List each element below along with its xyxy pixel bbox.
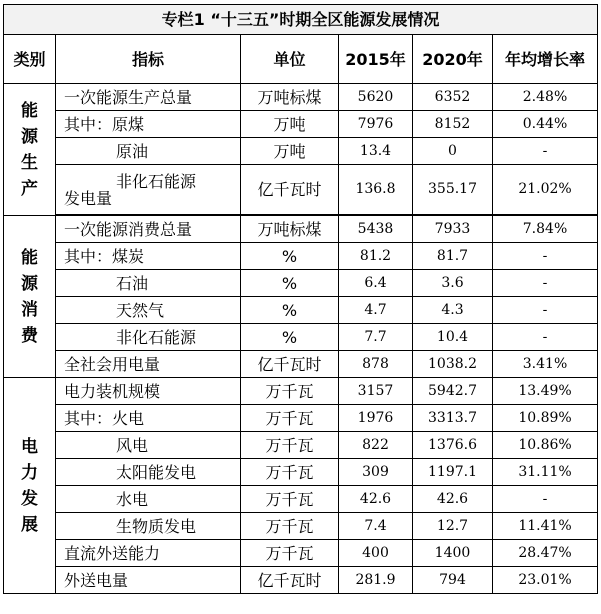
unit-cell: 万吨 (241, 138, 339, 165)
value-2015: 5438 (339, 216, 413, 243)
growth-rate: 11.41% (493, 513, 598, 540)
table-title: 专栏1 “十三五”时期全区能源发展情况 (4, 5, 598, 35)
indicator-name: 一次能源生产总量 (56, 84, 241, 111)
category-energy-consumption: 能 源 消 费 (4, 216, 56, 378)
table-row (4, 270, 598, 297)
category-energy-production: 能 源 生 产 (4, 84, 56, 216)
unit-cell: 亿千瓦时 (241, 165, 339, 215)
value-2020: 10.4 (413, 324, 493, 351)
growth-rate: 23.01% (493, 567, 598, 594)
value-2020: 6352 (413, 84, 493, 111)
table-row (4, 486, 598, 513)
energy-table-container (3, 4, 597, 594)
value-2020: 5942.7 (413, 378, 493, 405)
table-row (4, 432, 598, 459)
unit-cell: 万千瓦 (241, 540, 339, 567)
value-2020: 355.17 (413, 165, 493, 215)
table-row (4, 243, 598, 270)
growth-rate: 3.41% (493, 351, 598, 378)
value-2020: 1400 (413, 540, 493, 567)
value-2020: 0 (413, 138, 493, 165)
value-2015: 878 (339, 351, 413, 378)
indicator-name: 石油 (56, 270, 241, 297)
value-2015: 400 (339, 540, 413, 567)
value-2020: 3.6 (413, 270, 493, 297)
table-row (4, 111, 598, 138)
value-2015: 822 (339, 432, 413, 459)
unit-cell: 万吨标煤 (241, 216, 339, 243)
growth-rate: 10.86% (493, 432, 598, 459)
growth-rate: 0.44% (493, 111, 598, 138)
value-2020: 1197.1 (413, 459, 493, 486)
indicator-name: 风电 (56, 432, 241, 459)
value-2020: 3313.7 (413, 405, 493, 432)
growth-rate: - (493, 138, 598, 165)
value-2015: 7976 (339, 111, 413, 138)
header-category-text: 类别 (13, 49, 46, 69)
growth-rate: 7.84% (493, 216, 598, 243)
value-2020: 8152 (413, 111, 493, 138)
value-2020: 7933 (413, 216, 493, 243)
indicator-name: 天然气 (56, 297, 241, 324)
indicator-name: 其中：煤炭 (56, 243, 241, 270)
growth-rate: 2.48% (493, 84, 598, 111)
unit-cell: 亿千瓦时 (241, 567, 339, 594)
value-2020: 42.6 (413, 486, 493, 513)
table-row (4, 297, 598, 324)
table-row (4, 165, 598, 215)
header-category (4, 35, 56, 84)
header-row (4, 35, 598, 84)
indicator-name: 原油 (56, 138, 241, 165)
unit-cell: 万吨标煤 (241, 84, 339, 111)
growth-rate: - (493, 243, 598, 270)
value-2015: 42.6 (339, 486, 413, 513)
table-row (4, 540, 598, 567)
table-row (4, 513, 598, 540)
value-2015: 7.7 (339, 324, 413, 351)
header-2015: 2015年 (339, 35, 413, 84)
table-row (4, 216, 598, 243)
unit-cell: 万千瓦 (241, 513, 339, 540)
growth-rate: - (493, 270, 598, 297)
unit-cell: % (241, 297, 339, 324)
table-row (4, 378, 598, 405)
value-2015: 7.4 (339, 513, 413, 540)
unit-cell: 万千瓦 (241, 405, 339, 432)
unit-cell: % (241, 324, 339, 351)
table-row (4, 324, 598, 351)
table-row (4, 567, 598, 594)
value-2015: 5620 (339, 84, 413, 111)
table-row (4, 351, 598, 378)
value-2015: 309 (339, 459, 413, 486)
growth-rate: - (493, 297, 598, 324)
header-growth: 年均增长率 (493, 35, 598, 84)
category-power-development: 电 力 发 展 (4, 378, 56, 594)
value-2020: 12.7 (413, 513, 493, 540)
value-2015: 4.7 (339, 297, 413, 324)
unit-cell: 万千瓦 (241, 459, 339, 486)
growth-rate: 21.02% (493, 165, 598, 215)
indicator-name: 一次能源消费总量 (56, 216, 241, 243)
value-2020: 794 (413, 567, 493, 594)
indicator-name: 非化石能源 (56, 324, 241, 351)
unit-cell: % (241, 270, 339, 297)
energy-development-table (3, 4, 598, 594)
unit-cell: 万吨 (241, 111, 339, 138)
indicator-name: 直流外送能力 (56, 540, 241, 567)
unit-cell: 万千瓦 (241, 432, 339, 459)
value-2020: 81.7 (413, 243, 493, 270)
value-2015: 136.8 (339, 165, 413, 215)
table-row (4, 138, 598, 165)
indicator-name: 太阳能发电 (56, 459, 241, 486)
unit-cell: % (241, 243, 339, 270)
unit-cell: 亿千瓦时 (241, 351, 339, 378)
indicator-name: 全社会用电量 (56, 351, 241, 378)
indicator-name: 其中：原煤 (56, 111, 241, 138)
value-2015: 6.4 (339, 270, 413, 297)
indicator-name: 电力装机规模 (56, 378, 241, 405)
growth-rate: - (493, 324, 598, 351)
header-indicator: 指标 (56, 35, 241, 84)
value-2020: 4.3 (413, 297, 493, 324)
value-2015: 281.9 (339, 567, 413, 594)
value-2015: 13.4 (339, 138, 413, 165)
indicator-name: 外送电量 (56, 567, 241, 594)
growth-rate: 13.49% (493, 378, 598, 405)
growth-rate: 31.11% (493, 459, 598, 486)
header-unit: 单位 (241, 35, 339, 84)
indicator-name: 非化石能源 发电量 (56, 165, 241, 215)
value-2020: 1376.6 (413, 432, 493, 459)
value-2015: 81.2 (339, 243, 413, 270)
table-row (4, 405, 598, 432)
growth-rate: 28.47% (493, 540, 598, 567)
table-row (4, 459, 598, 486)
indicator-name: 水电 (56, 486, 241, 513)
growth-rate: 10.89% (493, 405, 598, 432)
value-2020: 1038.2 (413, 351, 493, 378)
value-2015: 1976 (339, 405, 413, 432)
table-row (4, 84, 598, 111)
header-2020: 2020年 (413, 35, 493, 84)
value-2015: 3157 (339, 378, 413, 405)
indicator-name: 生物质发电 (56, 513, 241, 540)
growth-rate: - (493, 486, 598, 513)
unit-cell: 万千瓦 (241, 486, 339, 513)
unit-cell: 万千瓦 (241, 378, 339, 405)
indicator-name: 其中：火电 (56, 405, 241, 432)
